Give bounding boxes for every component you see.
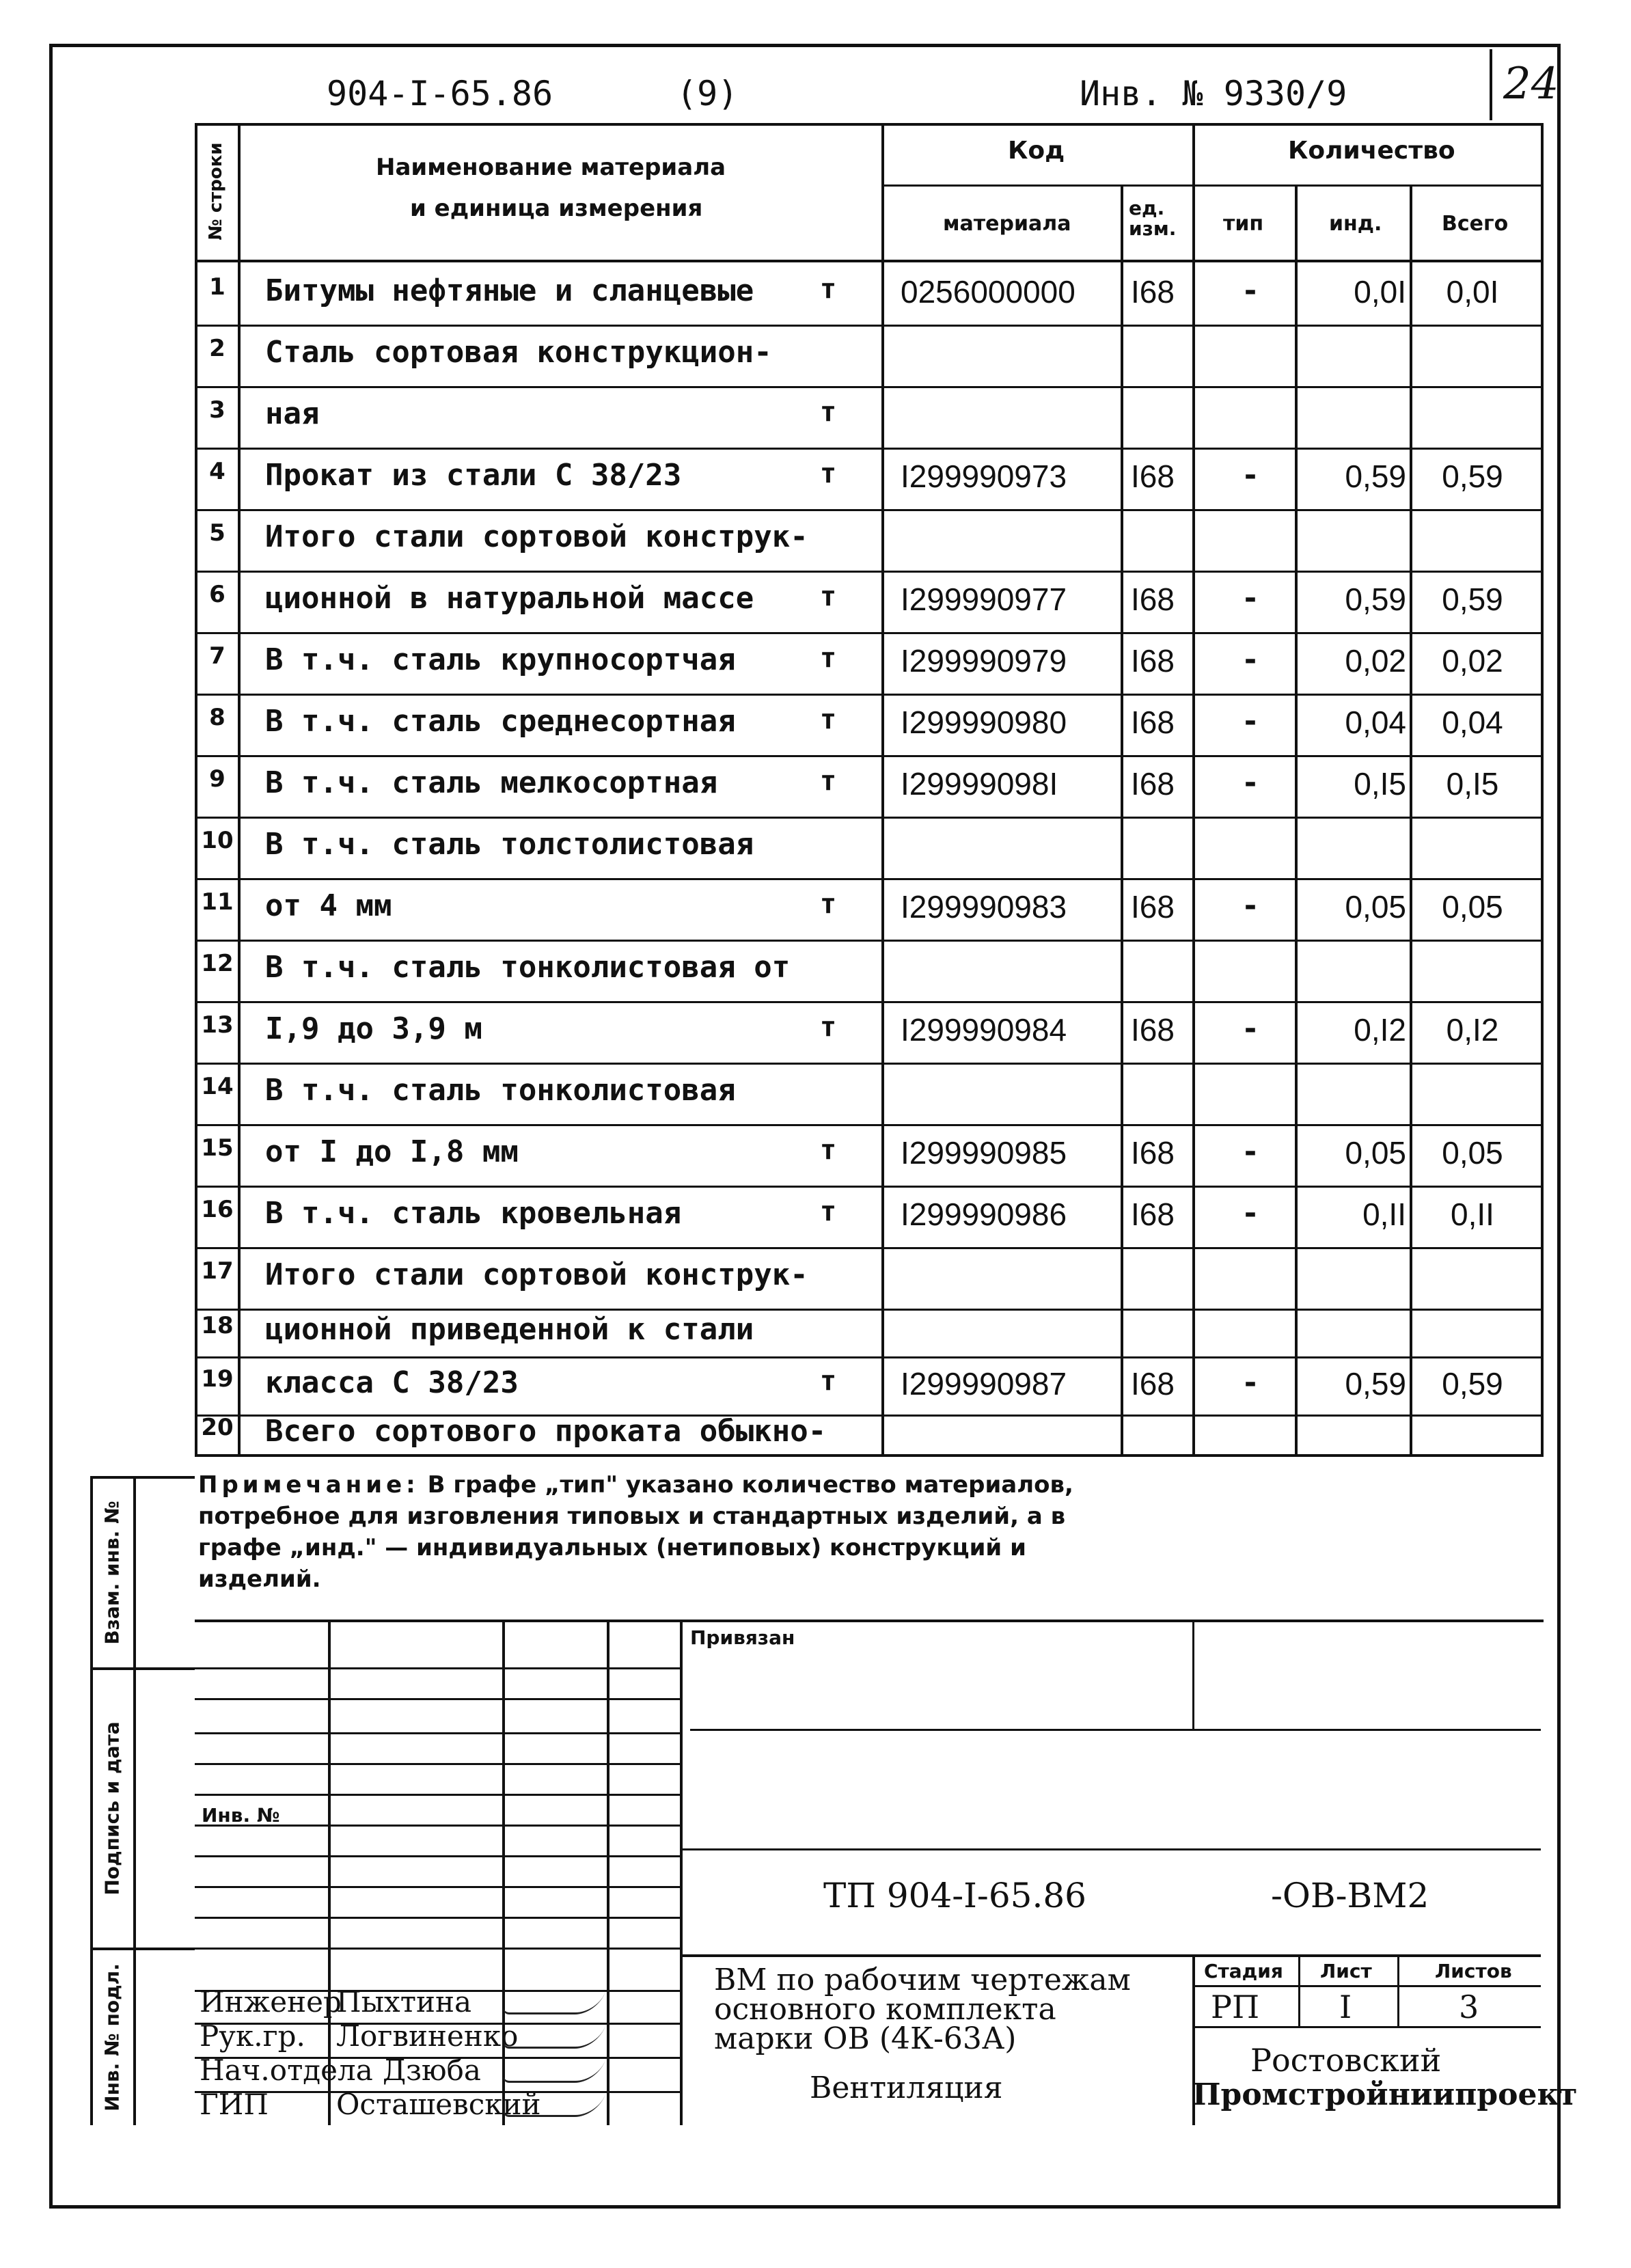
stamp-stage-label: Стадия [1204, 1960, 1283, 1982]
stamp-top-line [195, 1620, 1544, 1622]
stamp-title-line2: основного комплекта [714, 1992, 1056, 2027]
note-text [198, 1469, 1086, 1595]
row-material-name: от I до I,8 мм [265, 1134, 519, 1169]
row-qty-total: 0,05 [1442, 1135, 1503, 1171]
row-material-code: I299990983 [901, 889, 1067, 925]
stamp-stage-div-1 [1298, 1954, 1300, 2026]
col-divider-code [881, 123, 884, 1456]
row-qty-ind: 0,05 [1345, 889, 1406, 925]
row-material-name: В т.ч. сталь толстолистовая [265, 827, 754, 862]
row-number: 2 [209, 335, 225, 362]
row-unit: т [820, 458, 837, 489]
row-number-separator [195, 448, 238, 450]
row-material-name: Битумы нефтяные и сланцевые [265, 273, 754, 308]
row-number-separator [195, 940, 238, 942]
row-unit: т [820, 1134, 837, 1166]
row-number-separator [195, 1063, 238, 1065]
col-divider-qty [1192, 123, 1195, 1456]
row-material-code: I299990979 [901, 643, 1067, 679]
row-number-separator [195, 325, 238, 327]
header-bottom-line [195, 260, 1544, 262]
row-material-name: ционной приведенной к стали [265, 1312, 754, 1347]
sheet-number: (9) [676, 74, 739, 113]
row-unit: т [820, 1196, 837, 1227]
col-divider-ind [1295, 185, 1298, 1456]
page-number: 24 [1503, 59, 1559, 109]
row-material-code: I299990984 [901, 1012, 1067, 1048]
side-strip-div2 [90, 1948, 195, 1950]
row-number-separator [195, 571, 238, 573]
row-material-name: Итого стали сортовой конструк- [265, 1257, 808, 1292]
row-number: 19 [201, 1365, 234, 1393]
row-qty-total: 0,02 [1442, 643, 1503, 679]
stamp-left-line-8 [195, 1886, 680, 1888]
stamp-sheet-label: Лист [1320, 1960, 1372, 1982]
row-unit: т [820, 273, 837, 305]
row-unit: т [820, 581, 837, 612]
row-material-name: класса С 38/23 [265, 1365, 519, 1400]
stamp-person-role: ГИП [200, 2088, 269, 2121]
row-number-separator [195, 386, 238, 388]
stamp-person-name: Пыхтина [336, 1985, 472, 2019]
row-number: 7 [209, 642, 225, 670]
row-separator [238, 386, 1541, 388]
stamp-person-name: Осташевский [336, 2088, 541, 2121]
row-separator [238, 509, 1541, 511]
stamp-privyazan-divider [1192, 1620, 1194, 1729]
row-number: 11 [201, 888, 234, 916]
row-material-name: Прокат из стали С 38/23 [265, 458, 682, 493]
row-material-name: от 4 мм [265, 888, 392, 923]
row-material-code: I299990973 [901, 459, 1067, 494]
header-kod-unit: ед. изм. [1129, 197, 1177, 240]
row-number: 18 [201, 1312, 234, 1339]
stamp-sheet-value: I [1339, 1989, 1352, 2025]
row-qty-ind: 0,0I [1354, 274, 1406, 310]
stamp-stage-value: РП [1211, 1989, 1260, 2025]
stamp-left-line-4 [195, 1763, 680, 1765]
side-strip-left [90, 1476, 93, 2125]
row-qty-ind: 0,02 [1345, 643, 1406, 679]
row-material-name: В т.ч. сталь тонколистовая от [265, 950, 791, 985]
row-qty-total: 0,II [1451, 1197, 1494, 1232]
row-unit-code: I68 [1131, 582, 1175, 617]
row-number-separator [195, 755, 238, 757]
row-material-name: В т.ч. сталь кровельная [265, 1196, 682, 1231]
row-unit-code: I68 [1131, 705, 1175, 740]
row-material-code: 0256000000 [901, 274, 1075, 310]
row-separator [238, 1247, 1541, 1249]
row-number: 1 [209, 273, 225, 301]
row-qty-ind: 0,05 [1345, 1135, 1406, 1171]
row-unit: т [820, 888, 837, 920]
row-number: 12 [201, 950, 234, 977]
stamp-title-line3: марки ОВ (4К-63А) [714, 2021, 1017, 2056]
row-material-code: I299990986 [901, 1197, 1067, 1232]
stamp-title-line4: Вентиляция [810, 2071, 1003, 2105]
row-separator [238, 694, 1541, 696]
stamp-sheets-value: 3 [1459, 1989, 1479, 2025]
stamp-col-1 [328, 1620, 331, 2125]
row-qty-total: 0,05 [1442, 889, 1503, 925]
row-qty-type: - [1241, 1011, 1260, 1046]
row-number-separator [195, 878, 238, 880]
stamp-doc-suffix: -ОВ-ВМ2 [1271, 1876, 1429, 1915]
doc-code: 904-I-65.86 [327, 74, 553, 113]
header-qty-total: Всего [1442, 212, 1509, 236]
row-qty-type: - [1241, 273, 1260, 308]
table-bottom-line [195, 1454, 1544, 1457]
row-unit-code: I68 [1131, 459, 1175, 494]
row-qty-total: 0,I2 [1446, 1012, 1499, 1048]
row-unit: т [820, 704, 837, 735]
stamp-org-line1: Ростовский [1250, 2042, 1442, 2079]
col-divider-tot [1410, 185, 1412, 1456]
stamp-stage-div-2 [1397, 1954, 1399, 2026]
stamp-left-line-3 [195, 1732, 680, 1734]
stamp-right-line-1 [690, 1729, 1541, 1731]
stamp-left-line-10 [195, 1948, 680, 1950]
row-number-separator [195, 817, 238, 819]
stamp-stage-line-1 [1192, 1985, 1541, 1987]
row-number: 15 [201, 1134, 234, 1162]
side-strip-top [90, 1476, 195, 1479]
row-qty-ind: 0,I2 [1354, 1012, 1406, 1048]
side-strip-div1 [90, 1667, 195, 1670]
row-number-separator [195, 1309, 238, 1311]
row-unit-code: I68 [1131, 1197, 1175, 1232]
row-number: 17 [201, 1257, 234, 1285]
row-qty-total: 0,59 [1442, 582, 1503, 617]
side-label-vzam: Взам. инв. № [100, 1501, 124, 1645]
row-separator [238, 1124, 1541, 1126]
row-qty-type: - [1241, 642, 1260, 677]
header-qty: Количество [1288, 137, 1455, 165]
stamp-inv-label: Инв. № [202, 1804, 280, 1827]
header-row-no: № строки [206, 142, 226, 241]
stamp-stage-line-2 [1192, 2026, 1541, 2028]
row-unit-code: I68 [1131, 889, 1175, 925]
row-qty-type: - [1241, 765, 1260, 800]
row-number: 8 [209, 704, 225, 731]
row-separator [238, 448, 1541, 450]
row-qty-ind: 0,59 [1345, 459, 1406, 494]
row-qty-ind: 0,I5 [1354, 766, 1406, 802]
row-qty-total: 0,0I [1446, 274, 1499, 310]
row-material-name: Сталь сортовая конструкцион- [265, 335, 772, 370]
note-label: Примечание: [198, 1471, 420, 1499]
row-qty-ind: 0,59 [1345, 582, 1406, 617]
stamp-left-line-2 [195, 1698, 680, 1700]
row-unit: т [820, 1011, 837, 1043]
row-separator [238, 571, 1541, 573]
row-qty-type: - [1241, 581, 1260, 616]
header-kod-material: материала [943, 212, 1071, 236]
row-number: 20 [201, 1414, 234, 1441]
row-number-separator [195, 1186, 238, 1188]
row-unit-code: I68 [1131, 1135, 1175, 1171]
row-number: 6 [209, 581, 225, 608]
stamp-person-name: Логвиненко [336, 2019, 519, 2053]
row-number: 14 [201, 1073, 234, 1100]
row-number: 9 [209, 765, 225, 793]
stamp-person-role: Нач.отдела [200, 2053, 373, 2087]
row-number-separator [195, 1356, 238, 1358]
row-qty-ind: 0,59 [1345, 1365, 1406, 1402]
stamp-left-line-1 [195, 1667, 680, 1669]
row-number: 3 [209, 396, 225, 424]
row-separator [238, 632, 1541, 634]
stamp-doc-designation: ТП 904-I-65.86 [823, 1876, 1086, 1915]
row-number-separator [195, 1001, 238, 1003]
header-qty-ind: инд. [1329, 212, 1382, 236]
row-material-name: I,9 до 3,9 м [265, 1011, 482, 1046]
row-number-separator [195, 694, 238, 696]
page-num-divider [1490, 49, 1492, 120]
row-number: 4 [209, 458, 225, 485]
row-separator [238, 325, 1541, 327]
row-material-code: I29999098I [901, 766, 1058, 802]
stamp-org-line2: Промстройниипроект [1192, 2077, 1578, 2112]
side-label-podpis: Подпись и дата [100, 1721, 124, 1896]
col-divider-ed [1121, 185, 1123, 1456]
row-material-code: I299990980 [901, 705, 1067, 740]
row-qty-type: - [1241, 1196, 1260, 1231]
row-material-code: I299990987 [901, 1365, 1067, 1402]
row-separator [238, 878, 1541, 880]
stamp-left-line-7 [195, 1855, 680, 1857]
row-separator [238, 1186, 1541, 1188]
row-unit-code: I68 [1131, 1012, 1175, 1048]
row-qty-type: - [1241, 704, 1260, 739]
row-separator [238, 1063, 1541, 1065]
row-number-separator [195, 632, 238, 634]
table-left-line [195, 123, 197, 1456]
side-label-inv-podl: Инв. № подл. [100, 1963, 124, 2112]
row-qty-total: 0,I5 [1446, 766, 1499, 802]
row-separator [238, 817, 1541, 819]
stamp-col-4 [680, 1620, 683, 2125]
row-number-separator [195, 1124, 238, 1126]
header-name-line1: Наименование материала [376, 154, 726, 181]
stamp-title-line1: ВМ по рабочим чертежам [714, 1963, 1131, 1997]
row-qty-type: - [1241, 888, 1260, 923]
row-number: 5 [209, 519, 225, 547]
row-material-name: Итого стали сортовой конструк- [265, 519, 808, 554]
note-body: В графе „тип" указано количество материалов, потребное для изговления типовых и стандартных изделий, а в графе „инд." — индивидуальных (нетиповых) конструкций и изделий. [198, 1471, 1073, 1593]
row-separator [238, 1356, 1541, 1358]
row-unit: т [820, 1365, 837, 1397]
row-material-name: В т.ч. сталь мелкосортная [265, 765, 718, 800]
stamp-col-3 [607, 1620, 609, 2125]
row-material-name: В т.ч. сталь крупносортчая [265, 642, 736, 677]
stamp-person-name: Дзюба [383, 2053, 481, 2087]
row-number: 10 [201, 827, 234, 854]
stamp-person-role: Инженер [200, 1985, 342, 2019]
row-unit-code: I68 [1131, 766, 1175, 802]
row-separator [238, 1309, 1541, 1311]
row-qty-ind: 0,II [1362, 1197, 1406, 1232]
table-top-line [195, 123, 1544, 126]
row-material-name: ционной в натуральной массе [265, 581, 754, 616]
stamp-left-line-5 [195, 1794, 680, 1796]
row-qty-type: - [1241, 1134, 1260, 1169]
row-unit: т [820, 765, 837, 797]
col-divider-num [238, 123, 241, 1456]
row-number-separator [195, 509, 238, 511]
row-material-name: В т.ч. сталь среднесортная [265, 704, 736, 739]
stamp-left-line-9 [195, 1917, 680, 1919]
stamp-sheets-label: Листов [1435, 1960, 1512, 1982]
row-unit-code: I68 [1131, 1365, 1175, 1402]
row-number-separator [195, 1247, 238, 1249]
row-separator [238, 940, 1541, 942]
row-unit: т [820, 642, 837, 674]
stamp-right-line-3 [680, 1954, 1541, 1957]
row-qty-ind: 0,04 [1345, 705, 1406, 740]
row-number: 16 [201, 1196, 234, 1223]
row-separator [238, 1001, 1541, 1003]
stamp-person-role: Рук.гр. [200, 2019, 305, 2053]
row-qty-type: - [1241, 1365, 1260, 1400]
header-qty-type: тип [1223, 212, 1264, 236]
row-qty-total: 0,59 [1442, 1365, 1503, 1402]
row-number: 13 [201, 1011, 234, 1039]
stamp-privyazan-label: Привязан [690, 1626, 795, 1649]
row-unit-code: I68 [1131, 274, 1175, 310]
row-qty-total: 0,59 [1442, 459, 1503, 494]
stamp-right-line-2 [680, 1848, 1541, 1850]
header-subline-qty [1192, 185, 1541, 187]
row-material-code: I299990977 [901, 582, 1067, 617]
side-strip-mid [133, 1476, 136, 2125]
row-qty-total: 0,04 [1442, 705, 1503, 740]
row-unit: т [820, 396, 837, 428]
header-name-line2: и единица измерения [410, 195, 703, 222]
header-subline-code [881, 185, 1192, 187]
header-kod: Код [1008, 137, 1065, 165]
row-separator [238, 755, 1541, 757]
row-material-code: I299990985 [901, 1135, 1067, 1171]
table-right-line [1541, 123, 1544, 1456]
row-material-name: ная [265, 396, 320, 431]
row-qty-type: - [1241, 458, 1260, 493]
row-material-name: В т.ч. сталь тонколистовая [265, 1073, 736, 1108]
row-unit-code: I68 [1131, 643, 1175, 679]
inventory-number: Инв. № 9330/9 [1080, 74, 1347, 113]
row-material-name: Всего сортового проката обыкно- [265, 1414, 827, 1449]
